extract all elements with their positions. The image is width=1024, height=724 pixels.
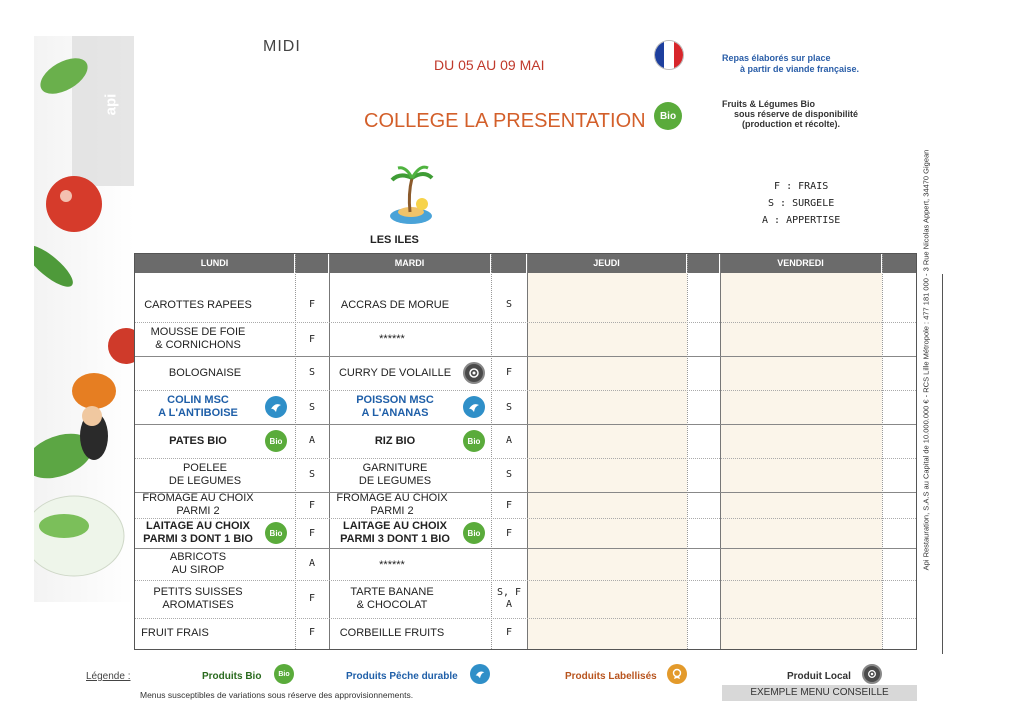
lundi-dessert-2: PETITS SUISSES AROMATISES bbox=[153, 586, 243, 611]
french-flag-icon bbox=[654, 40, 684, 70]
mardi-entree-1-code: S bbox=[505, 299, 513, 310]
lundi-dessert-2-code: F bbox=[308, 593, 316, 604]
lundi-plat-2: COLIN MSC A L'ANTIBOISE bbox=[158, 394, 238, 419]
lundi-laitage-1-code: F bbox=[308, 500, 316, 511]
service-label: MIDI bbox=[263, 38, 301, 55]
lundi-accomp-1-code: A bbox=[308, 435, 316, 446]
menu-theme: LES ILES bbox=[370, 234, 419, 246]
mardi-plat-2-code: S bbox=[505, 402, 513, 413]
lundi-laitage-2-code: F bbox=[308, 528, 316, 539]
bio-note-line1: Fruits & Légumes Bio bbox=[722, 99, 816, 109]
header-vendredi-code bbox=[882, 254, 916, 273]
lundi-dessert-1: ABRICOTS AU SIROP bbox=[169, 551, 227, 576]
lundi-laitage-2: LAITAGE AU CHOIX PARMI 3 DONT 1 BIO bbox=[143, 520, 253, 545]
lundi-entree-1: CAROTTES RAPEES bbox=[144, 298, 252, 311]
lundi-dessert-3: FRUIT FRAIS bbox=[141, 626, 209, 639]
header-mardi: MARDI bbox=[329, 254, 491, 273]
mardi-plat-1: CURRY DE VOLAILLE bbox=[338, 366, 452, 379]
bio-icon: Bio bbox=[265, 522, 287, 544]
header-jeudi-code bbox=[687, 254, 720, 273]
code-surgele: S : SURGELE bbox=[768, 198, 835, 209]
menu-grid bbox=[134, 253, 917, 650]
fish-icon bbox=[265, 396, 287, 418]
jeudi-empty-column bbox=[527, 273, 687, 649]
mardi-entree-2: ****** bbox=[379, 332, 405, 345]
mardi-accomp-2: GARNITURE DE LEGUMES bbox=[358, 462, 432, 487]
vegetables-illustration bbox=[34, 36, 134, 602]
lundi-dessert-3-code: F bbox=[308, 627, 316, 638]
local-product-icon bbox=[463, 362, 485, 384]
mardi-dessert-3-code: F bbox=[505, 627, 513, 638]
lundi-accomp-2: POELEE DE LEGUMES bbox=[168, 462, 242, 487]
local-product-icon bbox=[862, 664, 882, 684]
vendredi-empty-column bbox=[720, 273, 882, 649]
lundi-entree-2-code: F bbox=[308, 334, 316, 345]
lundi-plat-2-code: S bbox=[308, 402, 316, 413]
lundi-dessert-1-code: A bbox=[308, 558, 316, 569]
mardi-accomp-2-code: S bbox=[505, 469, 513, 480]
company-info-text: Api Restauration, S.A.S au Capital de 10.000.000 € - RCS Lille Métropole : 477 181 000 - 3 Rue Nicolas Appert, 34470 Gigean bbox=[921, 149, 931, 571]
side-divider bbox=[942, 274, 943, 654]
lundi-entree-1-code: F bbox=[308, 299, 316, 310]
week-dates: DU 05 AU 09 MAI bbox=[434, 57, 545, 73]
storage-codes-legend bbox=[762, 178, 840, 229]
mardi-laitage-1: FROMAGE AU CHOIX PARMI 2 bbox=[336, 492, 448, 517]
lundi-plat-1-code: S bbox=[308, 367, 316, 378]
bio-note bbox=[722, 99, 858, 129]
origin-note-line2: à partir de viande française. bbox=[740, 64, 860, 74]
mardi-laitage-2: LAITAGE AU CHOIX PARMI 3 DONT 1 BIO bbox=[340, 520, 450, 545]
header-jeudi: JEUDI bbox=[527, 254, 687, 273]
legend-bio: Produits Bio bbox=[202, 671, 262, 682]
palm-island-icon bbox=[388, 164, 434, 226]
mardi-dessert-3: CORBEILLE FRUITS bbox=[339, 626, 445, 639]
fish-icon bbox=[463, 396, 485, 418]
header-mardi-code bbox=[491, 254, 527, 273]
origin-note bbox=[722, 53, 859, 75]
bio-icon: Bio bbox=[265, 430, 287, 452]
bio-icon: Bio bbox=[274, 664, 294, 684]
mardi-plat-2: POISSON MSC A L'ANANAS bbox=[356, 394, 434, 419]
disclaimer: Menus susceptibles de variations sous réserve des approvisionnements. bbox=[140, 690, 414, 700]
school-title: COLLEGE LA PRESENTATION bbox=[364, 110, 646, 132]
api-logo-text: api bbox=[102, 93, 120, 116]
mardi-dessert-2-code: S, F A bbox=[496, 587, 522, 610]
lundi-accomp-1: PATES BIO bbox=[169, 434, 227, 447]
fish-icon bbox=[470, 664, 490, 684]
header-lundi-code bbox=[295, 254, 329, 273]
decorative-food-strip bbox=[34, 36, 134, 602]
legend-peche: Produits Pêche durable bbox=[346, 671, 458, 682]
bio-icon: Bio bbox=[654, 102, 682, 130]
legend-local: Produit Local bbox=[787, 671, 851, 682]
header-lundi: LUNDI bbox=[135, 254, 295, 273]
mardi-laitage-2-code: F bbox=[505, 528, 513, 539]
bio-icon: Bio bbox=[463, 522, 485, 544]
mardi-accomp-1: RIZ BIO bbox=[374, 434, 416, 447]
mardi-entree-1: ACCRAS DE MORUE bbox=[340, 298, 450, 311]
mardi-accomp-1-code: A bbox=[505, 435, 513, 446]
legend-labellises: Produits Labellisés bbox=[565, 671, 657, 682]
bio-icon: Bio bbox=[463, 430, 485, 452]
exemple-menu-badge: EXEMPLE MENU CONSEILLE bbox=[722, 685, 917, 701]
lundi-entree-2: MOUSSE DE FOIE & CORNICHONS bbox=[150, 326, 246, 351]
code-frais: F : FRAIS bbox=[774, 181, 829, 192]
code-appertise: A : APPERTISE bbox=[762, 215, 841, 226]
lundi-accomp-2-code: S bbox=[308, 469, 316, 480]
lundi-laitage-1: FROMAGE AU CHOIX PARMI 2 bbox=[142, 492, 254, 517]
medal-icon bbox=[667, 664, 687, 684]
mardi-plat-1-code: F bbox=[505, 367, 513, 378]
mardi-laitage-1-code: F bbox=[505, 500, 513, 511]
mardi-dessert-2: TARTE BANANE & CHOCOLAT bbox=[350, 586, 434, 611]
legend-title: Légende : bbox=[86, 671, 131, 682]
header-vendredi: VENDREDI bbox=[720, 254, 882, 273]
origin-note-line1: Repas élaborés sur place bbox=[722, 53, 831, 63]
mardi-dessert-1: ****** bbox=[379, 558, 405, 571]
bio-note-line3: (production et récolte). bbox=[742, 119, 841, 129]
lundi-plat-1: BOLOGNAISE bbox=[168, 366, 242, 379]
bio-note-line2: sous réserve de disponibilité bbox=[734, 109, 859, 119]
